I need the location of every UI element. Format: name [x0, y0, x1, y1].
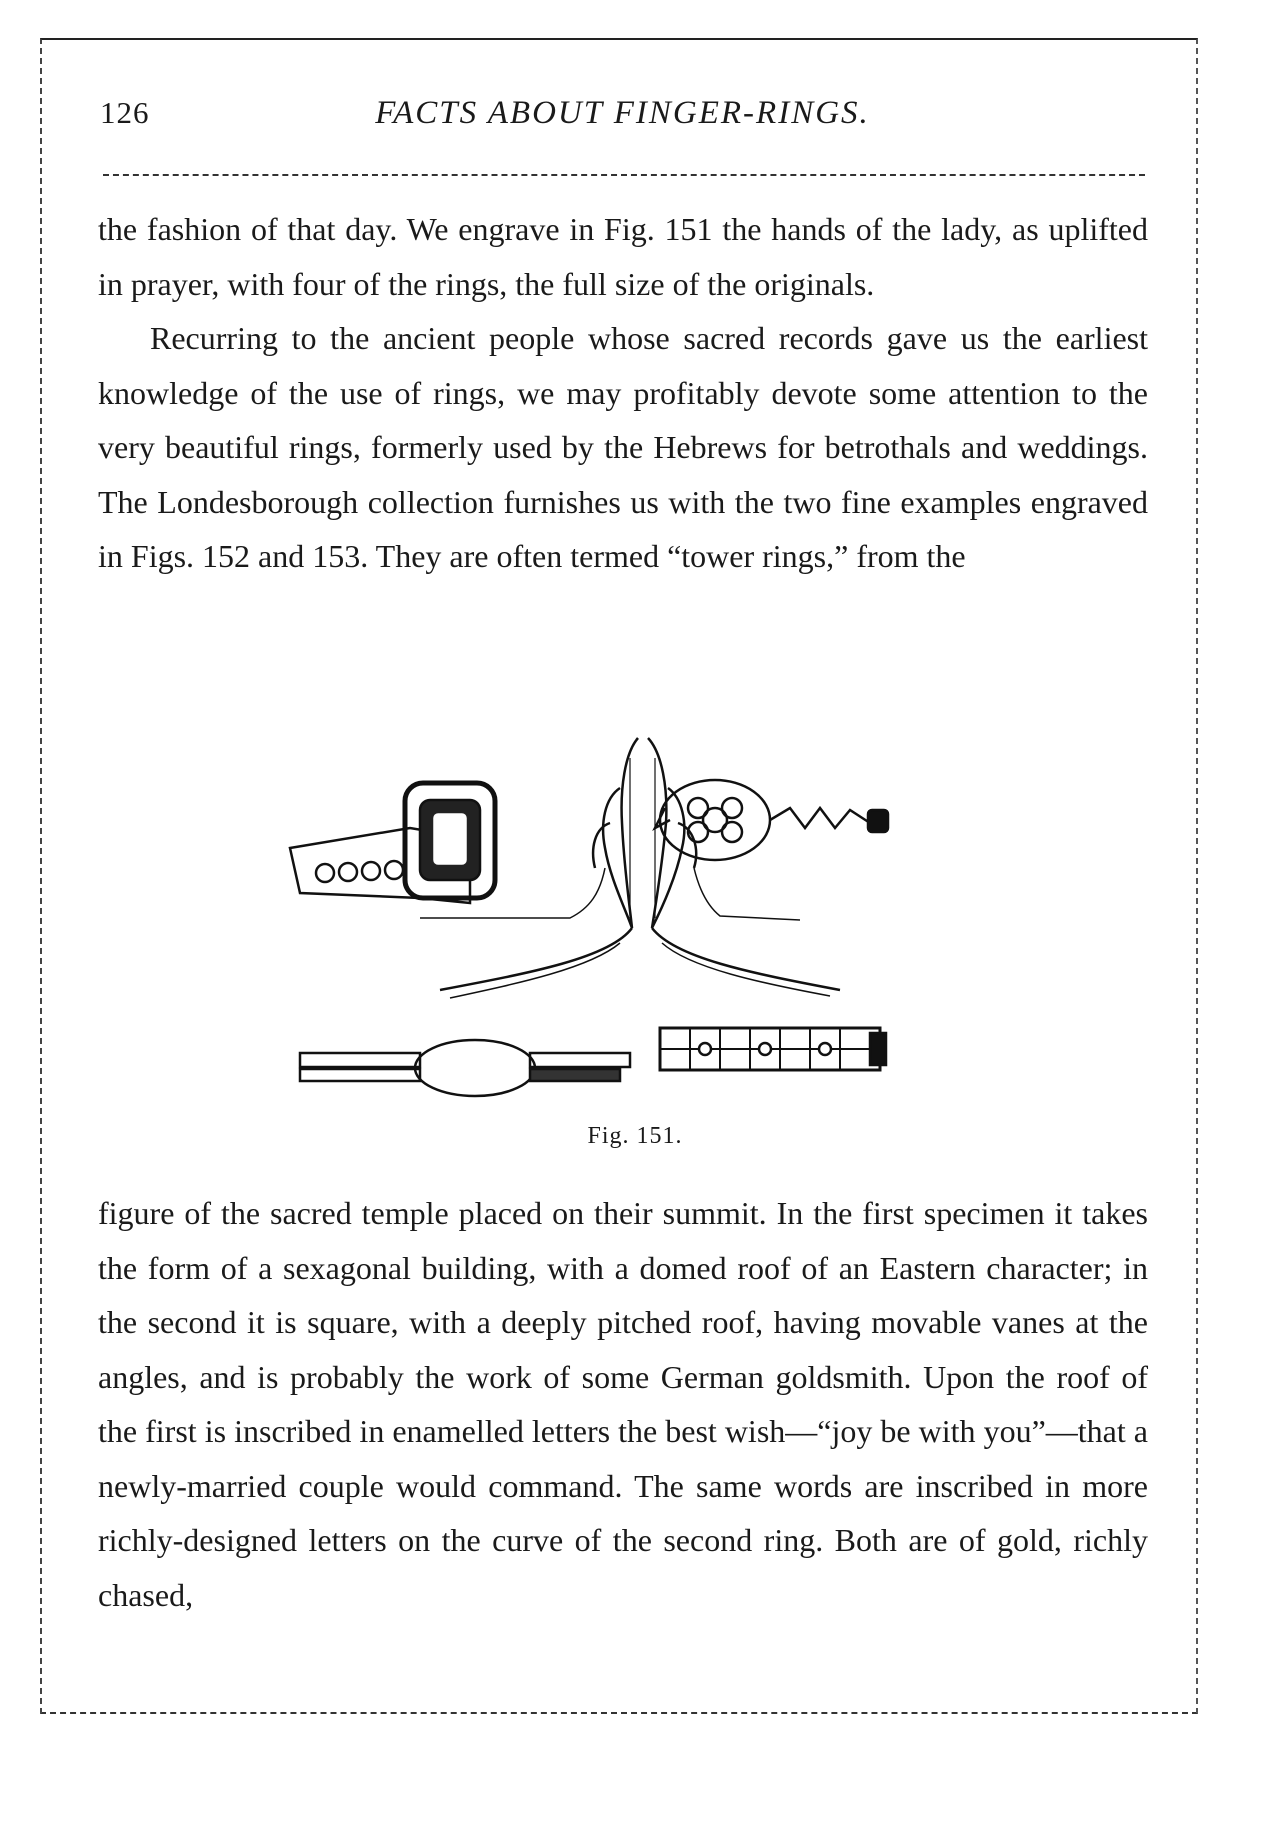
page-number: 126 — [100, 95, 150, 130]
paragraph-continuation: the fashion of that day. We engrave in Fig. 151 the hands of the lady, as uplifted in prayer, with four of the rings, the full size of the originals. — [98, 211, 1148, 302]
ring-segmented-band-illustration — [660, 1028, 886, 1070]
page-header — [100, 95, 1145, 135]
praying-hands-illustration — [420, 738, 840, 998]
ring-flower-bezel-illustration — [655, 780, 888, 860]
paragraph-tower-rings: Recurring to the ancient people whose sacred records gave us the earliest knowledge of the use of rings, we may profitably devote some attention to the very beautiful rings, formerly used by the Hebrews for betrothals and weddings. The Londesborough collection furnishes us with the two fine examples engraved in Figs. 152 and 153. They are often termed “tower rings,” from the — [98, 320, 1148, 574]
paragraph-temple-figure: figure of the sacred temple placed on their summit. In the first specimen it takes the form of a sexagonal building, with a domed roof of an Eastern character; in the second it is square, with a deeply pitched roof, having movable vanes at the angles, and is probably the work of some German goldsmith. Upon the roof of the first is inscribed in enamelled letters the best wish—“joy be with you”—that a newly-married couple would command. The same words are inscribed in more richly-designed letters on the curve of the second ring. Both are of gold, richly chased, — [98, 1195, 1148, 1613]
ring-oval-bezel-illustration — [300, 1040, 630, 1096]
figure-caption: Fig. 151. — [587, 1123, 683, 1149]
header-rule — [103, 174, 1145, 176]
figure-151-engraving — [270, 728, 920, 1098]
text-block-top — [98, 202, 1148, 584]
text-block-bottom — [98, 1186, 1148, 1622]
running-title: FACTS ABOUT FINGER-RINGS. — [375, 95, 870, 131]
ring-square-bezel-illustration — [290, 783, 495, 903]
